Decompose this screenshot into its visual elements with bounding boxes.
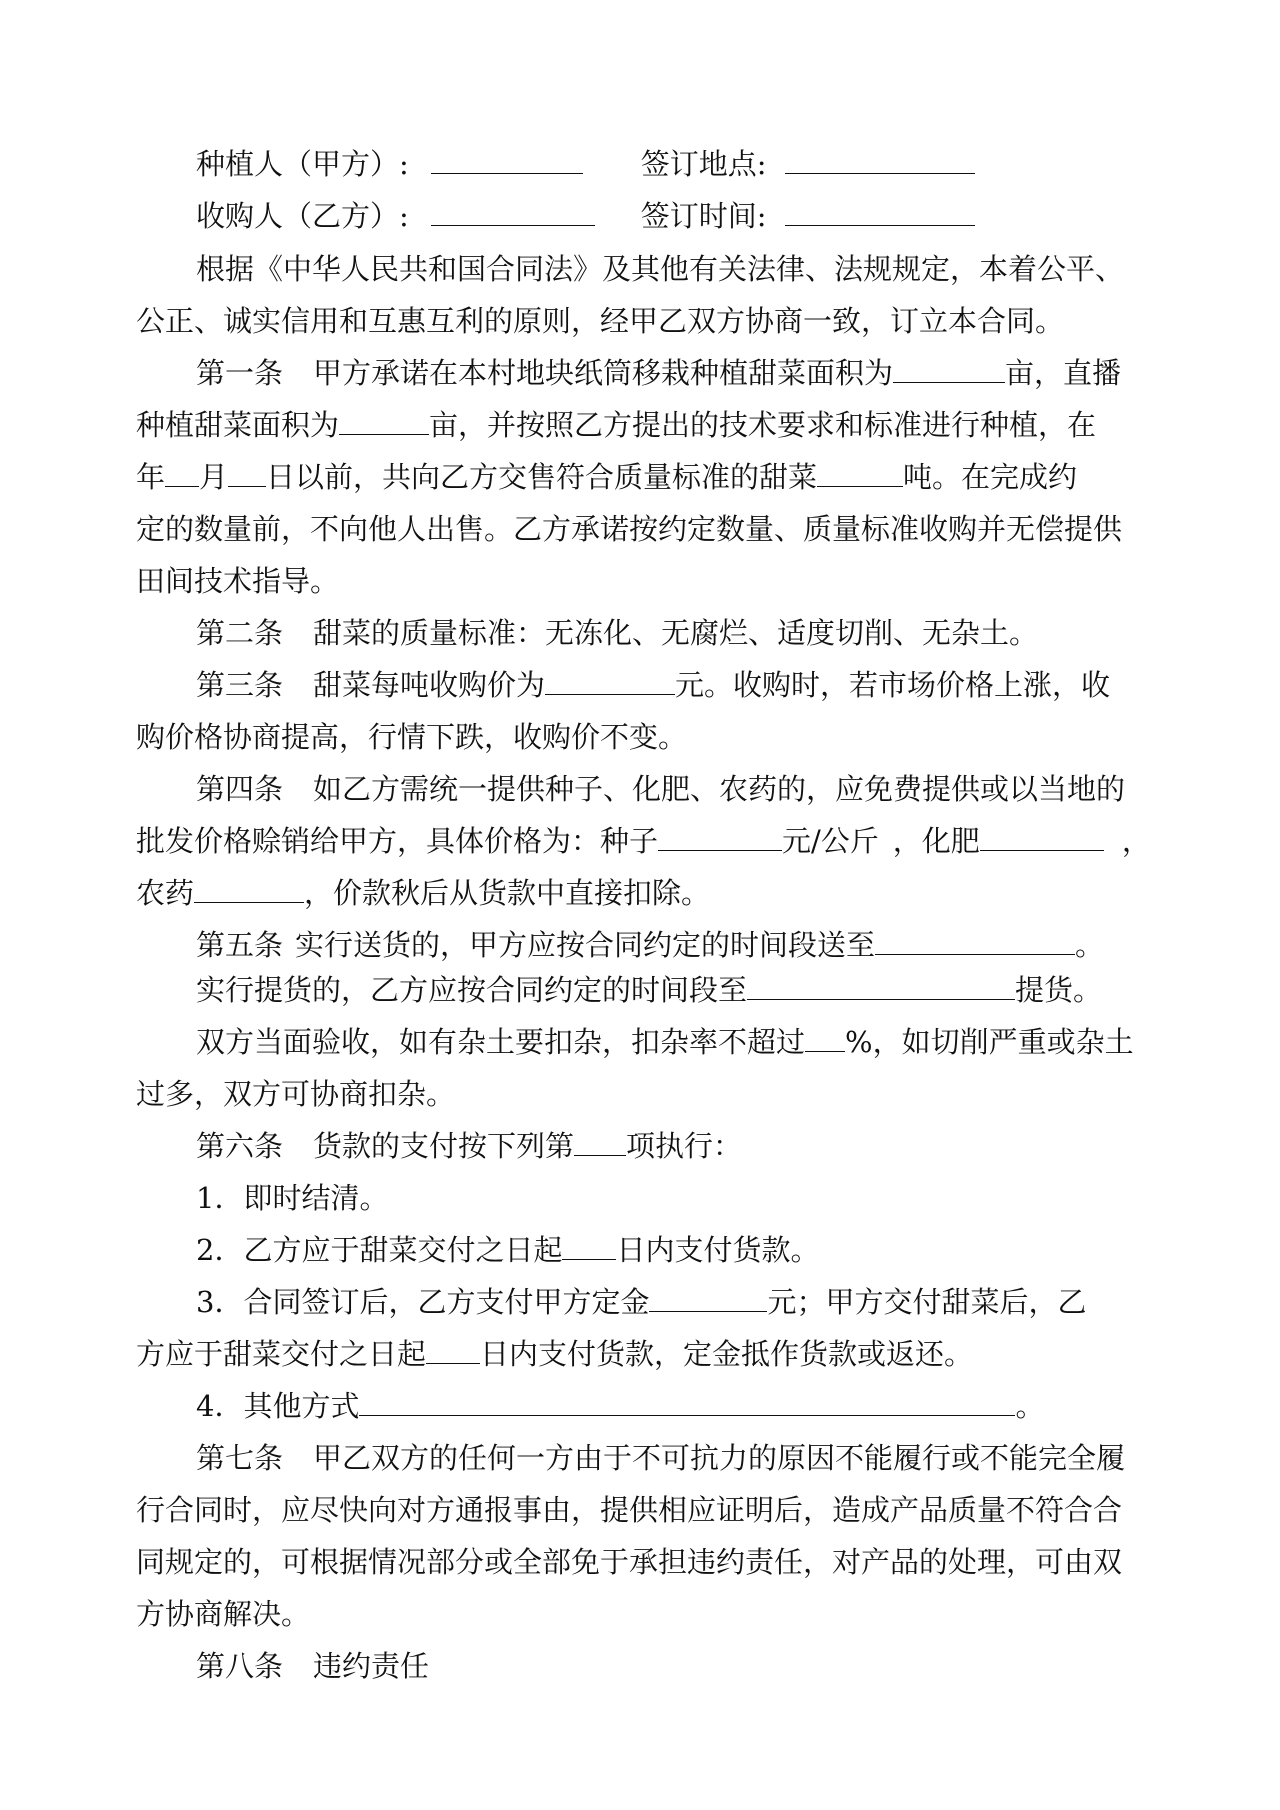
article4-text: ，价款秋后从货款中直接扣除。: [304, 876, 711, 910]
article6-line-1: [196, 1126, 742, 1166]
article5-title: 第五条: [196, 928, 284, 962]
article1-line-3: [136, 457, 1077, 497]
article5-line-4: 过多，双方可协商扣杂。: [136, 1077, 456, 1111]
article1-text: 月: [199, 460, 229, 494]
article2-line: [196, 613, 1038, 653]
article1-line-2: [136, 405, 1096, 445]
article7-line-2: 行合同时，应尽快向对方通报事由，提供相应证明后，造成产品质量不符合合: [136, 1493, 1123, 1527]
article8-title: 第八条: [196, 1649, 284, 1683]
article1-text: 吨。在完成约: [903, 460, 1078, 494]
payment-option-1: 1．即时结清。: [196, 1181, 389, 1215]
intro-line-2: 公正、诚实信用和互惠互利的原则，经甲乙双方协商一致，订立本合同。: [136, 304, 1065, 338]
article7-line-1: [196, 1438, 1125, 1478]
payment-days-blank[interactable]: [562, 1233, 616, 1260]
article3-text: 甜菜每吨收购价为: [313, 668, 546, 702]
article4-text: 元/公斤: [782, 824, 879, 858]
article3-line-1: [196, 665, 1110, 705]
article2-text: 甜菜的质量标准：无冻化、无腐烂、适度切削、无杂土。: [313, 616, 1039, 650]
article4-text: ，化肥: [892, 824, 980, 858]
article8-line: [196, 1646, 429, 1686]
article6-text: 日内支付货款。: [616, 1233, 820, 1267]
buyer-row: [196, 196, 975, 236]
article3-line-2: 购价格协商提高，行情下跌，收购价不变。: [136, 720, 688, 754]
payment-option-2: [196, 1230, 819, 1270]
article1-line-5: 田间技术指导。: [136, 564, 340, 598]
article5-text: %，如切削严重或杂土: [845, 1025, 1134, 1059]
article5-text: 实行送货的，甲方应按合同约定的时间段送至: [295, 928, 876, 962]
article5-text: 提货。: [1015, 973, 1103, 1007]
delivery-place-blank[interactable]: [875, 928, 1075, 955]
article6-text: 方应于甜菜交付之日起: [136, 1337, 427, 1371]
direct-sow-area-blank[interactable]: [339, 408, 429, 435]
deposit-blank[interactable]: [649, 1285, 767, 1312]
pesticide-price-blank[interactable]: [194, 876, 304, 903]
article6-text: 4．其他方式: [196, 1389, 360, 1423]
tonnage-blank[interactable]: [817, 460, 903, 487]
article5-text: 实行提货的，乙方应按合同约定的时间段至: [196, 973, 748, 1007]
article1-text: 年: [136, 460, 166, 494]
article4-text: 农药: [136, 876, 195, 910]
payment-option-4: [196, 1386, 1044, 1426]
article5-text: 双方当面验收，如有杂土要扣杂，扣杂率不超过: [196, 1025, 806, 1059]
payment-option-3: [196, 1282, 1086, 1322]
article5-line-2: [196, 970, 1102, 1010]
deposit-days-blank[interactable]: [426, 1337, 480, 1364]
planter-label: 种植人（甲方）:: [196, 147, 409, 181]
article2-title: 第二条: [196, 616, 284, 650]
article4-line-1: [196, 769, 1125, 809]
article6-title: 第六条: [196, 1129, 284, 1163]
month-blank[interactable]: [228, 460, 266, 487]
article3-text: 元。收购时，若市场价格上涨，收: [675, 668, 1111, 702]
article4-title: 第四条: [196, 772, 284, 806]
buyer-blank[interactable]: [431, 199, 595, 226]
place-label: 签订地点:: [640, 147, 767, 181]
article7-line-4: 方协商解决。: [136, 1597, 311, 1631]
article4-text: 如乙方需统一提供种子、化肥、农药的，应免费提供或以当地的: [313, 772, 1126, 806]
article6-text: 2．乙方应于甜菜交付之日起: [196, 1233, 563, 1267]
planter-row: [196, 144, 975, 184]
payment-option-blank[interactable]: [574, 1129, 626, 1156]
payment-option-3-cont: [136, 1334, 973, 1374]
article1-title: 第一条: [196, 356, 284, 390]
article6-text: 3．合同签订后，乙方支付甲方定金: [196, 1285, 650, 1319]
article6-text: 日内支付货款，定金抵作货款或返还。: [480, 1337, 974, 1371]
article4-text: ，: [1121, 824, 1151, 858]
price-blank[interactable]: [545, 668, 675, 695]
article4-line-3: [136, 873, 710, 913]
article6-text: 货款的支付按下列第: [313, 1129, 575, 1163]
article4-text: 批发价格赊销给甲方，具体价格为：种子: [136, 824, 659, 858]
article5-line-3: [196, 1022, 1134, 1062]
article1-text: 甲方承诺在本村地块纸筒移栽种植甜菜面积为: [313, 356, 894, 390]
article1-line-4: 定的数量前，不向他人出售。乙方承诺按约定数量、质量标准收购并无偿提供: [136, 512, 1123, 546]
article7-text: 甲乙双方的任何一方由于不可抗力的原因不能履行或不能完全履: [313, 1441, 1126, 1475]
time-blank[interactable]: [785, 199, 975, 226]
article1-text: 亩，直播: [1005, 356, 1122, 390]
place-blank[interactable]: [785, 147, 975, 174]
intro-line-1: 根据《中华人民共和国合同法》及其他有关法律、法规规定，本着公平、: [196, 252, 1125, 286]
article4-line-2: [136, 821, 1151, 861]
pickup-place-blank[interactable]: [747, 973, 1015, 1000]
article5-text: 。: [1075, 928, 1105, 962]
transplant-area-blank[interactable]: [893, 356, 1005, 383]
year-blank[interactable]: [165, 460, 199, 487]
article7-title: 第七条: [196, 1441, 284, 1475]
time-label: 签订时间:: [640, 199, 767, 233]
deduction-rate-blank[interactable]: [805, 1025, 845, 1052]
fertilizer-price-blank[interactable]: [980, 824, 1104, 851]
article6-text: 项执行：: [626, 1129, 743, 1163]
article1-text: 种植甜菜面积为: [136, 408, 340, 442]
buyer-label: 收购人（乙方）:: [196, 199, 409, 233]
article6-text: 元；甲方交付甜菜后，乙: [767, 1285, 1087, 1319]
seed-price-blank[interactable]: [658, 824, 782, 851]
article5-line-1: [196, 925, 1104, 965]
article6-text: 。: [1015, 1389, 1045, 1423]
article1-text: 日以前，共向乙方交售符合质量标准的甜菜: [266, 460, 818, 494]
article7-line-3: 同规定的，可根据情况部分或全部免于承担违约责任，对产品的处理，可由双: [136, 1545, 1123, 1579]
article1-line-1: [196, 353, 1121, 393]
article1-text: 亩，并按照乙方提出的技术要求和标准进行种植，在: [429, 408, 1097, 442]
planter-blank[interactable]: [431, 147, 583, 174]
other-method-blank[interactable]: [359, 1389, 1015, 1416]
article3-title: 第三条: [196, 668, 284, 702]
article8-text: 违约责任: [313, 1649, 430, 1683]
